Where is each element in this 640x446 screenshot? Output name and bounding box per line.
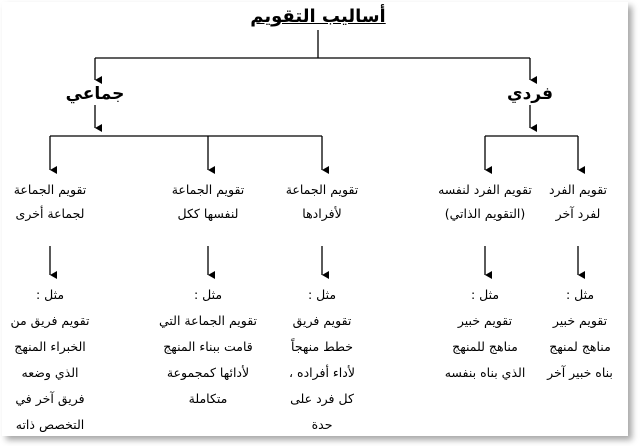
example-line: بناه خبير آخر: [547, 365, 613, 380]
example-group-members: [276, 282, 368, 438]
example-line: كل فرد على: [290, 391, 354, 406]
category-line: لأفرادها: [302, 206, 342, 221]
category-line: تقويم الجماعة: [171, 182, 245, 197]
example-line: مناهج للمنهج: [452, 339, 518, 354]
category-line: لنفسها ككل: [177, 206, 239, 221]
example-line: تقويم خبير: [457, 313, 513, 328]
category-individual-other: [540, 178, 616, 226]
branch-group: جماعي: [65, 84, 125, 104]
example-line: الخبراء المنهج: [14, 339, 86, 354]
example-line: قامت ببناء المنهج: [163, 339, 253, 354]
example-line: خطط منهجاً: [291, 339, 353, 354]
category-line: تقويم الفرد: [548, 182, 608, 197]
example-label: مثل :: [470, 287, 500, 302]
example-label: مثل :: [307, 287, 337, 302]
category-group-whole: [158, 178, 258, 226]
example-line: تقويم خبير: [552, 313, 608, 328]
category-group-members: [272, 178, 372, 226]
category-line: تقويم الفرد لنفسه: [438, 182, 532, 197]
example-line: حدة: [311, 417, 333, 432]
category-individual-self: [425, 178, 545, 226]
example-line: الذي وضعه: [21, 365, 79, 380]
example-label: مثل :: [35, 287, 65, 302]
example-group-whole: [150, 282, 266, 412]
category-line: لجماعة أخرى: [15, 206, 85, 221]
category-group-other: [0, 178, 100, 226]
example-line: تقويم الجماعة التي: [158, 313, 258, 328]
category-line: (التقويم الذاتي): [444, 206, 526, 221]
example-line: فريق آخر في: [15, 391, 85, 406]
example-label: مثل :: [193, 287, 223, 302]
example-line: متكاملة: [188, 391, 228, 406]
example-label: مثل :: [565, 287, 595, 302]
example-group-other: [0, 282, 104, 438]
category-line: تقويم الجماعة: [13, 182, 87, 197]
example-line: مناهج لمنهج: [549, 339, 611, 354]
example-line: الذي بناه بنفسه: [444, 365, 526, 380]
category-line: تقويم الجماعة: [285, 182, 359, 197]
branch-individual: فردي: [506, 84, 553, 104]
example-individual-self: [433, 282, 537, 386]
example-line: تقويم فريق: [292, 313, 352, 328]
diagram-title: أساليب التقويم: [250, 6, 386, 27]
example-individual-other: [540, 282, 620, 386]
example-line: لأدائها كمجموعة: [166, 365, 250, 380]
example-line: لأداء أفراده ،: [289, 365, 355, 380]
category-line: لفرد آخر: [555, 206, 601, 221]
example-line: تقويم فريق من: [10, 313, 90, 328]
example-line: التخصص ذاته: [15, 417, 85, 432]
